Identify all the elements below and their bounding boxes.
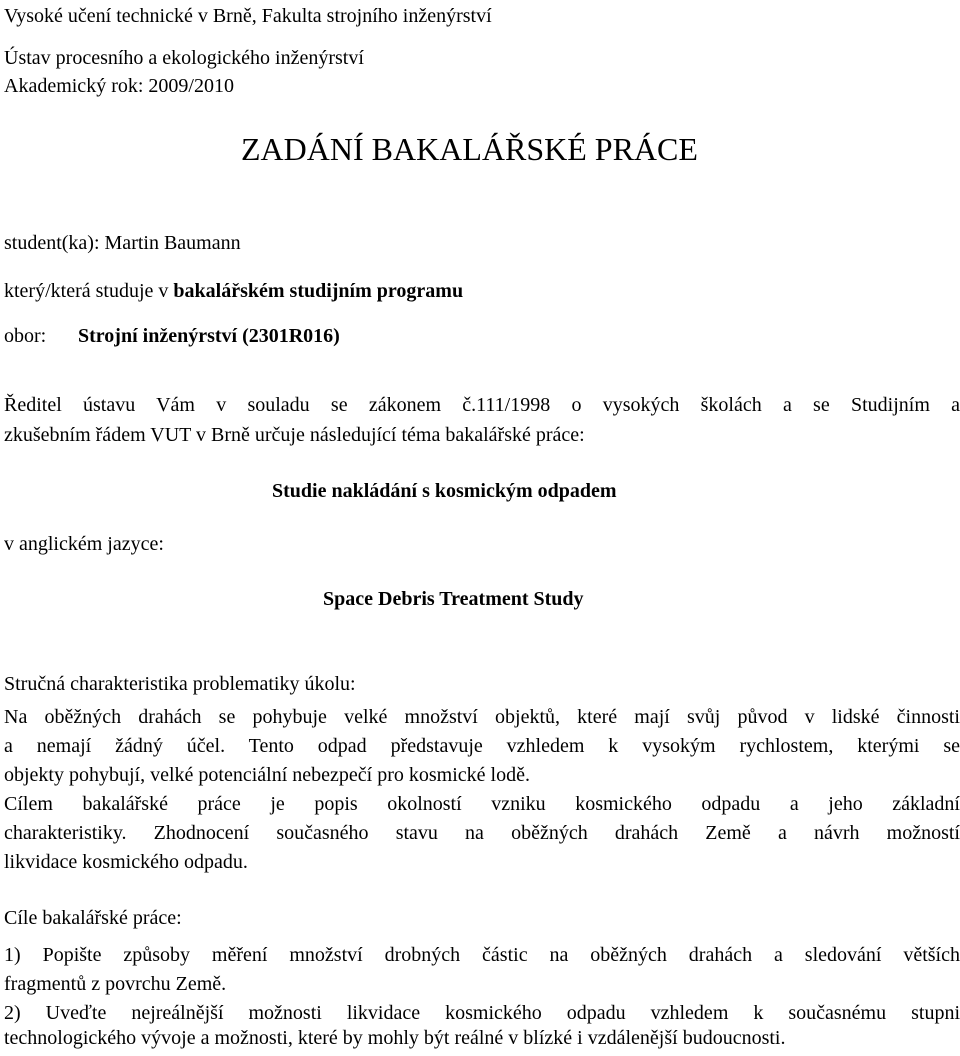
intro-line-2: zkušebním řádem VUT v Brně určuje následující téma bakalářské práce: (4, 424, 585, 446)
program-line (4, 279, 463, 303)
field-value: Strojní inženýrství (2301R016) (78, 325, 340, 347)
goals-heading: Cíle bakalářské práce: (4, 907, 182, 929)
program-prefix: který/která studuje v (4, 280, 174, 302)
summary-line-2: a nemají žádný účel. Tento odpad představuje vzhledem k vysokým rychlostem, kterými se (4, 735, 960, 757)
summary-line-1: Na oběžných drahách se pohybuje velké množství objektů, které mají svůj původ v lidské činnosti (4, 706, 960, 728)
field-label: obor: (4, 325, 47, 347)
goals-line-2: fragmentů z povrchu Země. (4, 973, 227, 995)
summary-heading: Stručná charakteristika problematiky úkolu: (4, 673, 356, 695)
intro-line-1: Ředitel ústavu Vám v souladu se zákonem č.111/1998 o vysokých školách a se Studijním a (4, 394, 960, 416)
goals-line-3: 2) Uveďte nejreálnější možnosti likvidace kosmického odpadu vzhledem k současnému stupni (4, 1002, 960, 1024)
summary-line-6: likvidace kosmického odpadu. (4, 851, 248, 873)
program-name: bakalářském studijním programu (173, 280, 464, 302)
academic-year: Akademický rok: 2009/2010 (4, 75, 234, 97)
student-line: student(ka): Martin Baumann (4, 232, 241, 254)
goals-line-1: 1) Popište způsoby měření množství drobných částic na oběžných drahách a sledování větších (4, 944, 960, 966)
page-title: ZADÁNÍ BAKALÁŘSKÉ PRÁCE (241, 131, 698, 167)
institute-line: Ústav procesního a ekologického inženýrství (4, 47, 364, 69)
summary-line-5: charakteristiky. Zhodnocení současného stavu na oběžných drahách Země a návrh možností (4, 822, 960, 844)
topic-english: Space Debris Treatment Study (323, 588, 584, 610)
topic-czech: Studie nakládání s kosmickým odpadem (272, 480, 617, 502)
summary-line-3: objekty pohybují, velké potenciální nebezpečí pro kosmické lodě. (4, 764, 530, 786)
goals-line-4: technologického vývoje a možnosti, které by mohly být reálné v blízké i vzdálenější budoucnosti. (4, 1027, 786, 1049)
university-line: Vysoké učení technické v Brně, Fakulta strojního inženýrství (4, 5, 492, 27)
english-label: v anglickém jazyce: (4, 533, 164, 555)
summary-line-4: Cílem bakalářské práce je popis okolností vzniku kosmického odpadu a jeho základní (4, 793, 960, 815)
